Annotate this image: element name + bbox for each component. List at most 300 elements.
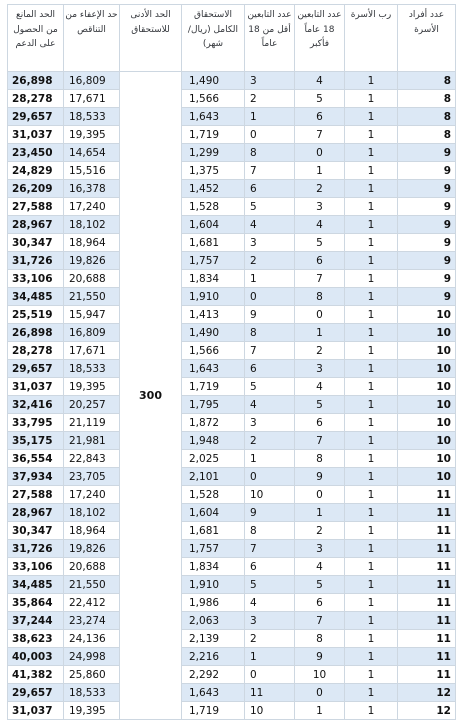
- header-max-income: الحد المانع من الحصول على الدعم: [8, 5, 64, 72]
- cell-family-members: 10: [398, 306, 456, 324]
- cell-adult-dependents: 1: [295, 504, 345, 522]
- cell-max-income: 29,657: [8, 360, 64, 378]
- cell-max-income: 31,037: [8, 126, 64, 144]
- cell-full-entitlement: 1,528: [182, 486, 245, 504]
- cell-full-entitlement: 1,566: [182, 342, 245, 360]
- cell-exemption-limit: 18,964: [64, 234, 120, 252]
- cell-exemption-limit: 21,550: [64, 576, 120, 594]
- table-row: [8, 252, 456, 270]
- cell-minor-dependents: 7: [245, 162, 295, 180]
- cell-minor-dependents: 2: [245, 432, 295, 450]
- cell-head-of-family: 1: [345, 216, 398, 234]
- cell-family-members: 11: [398, 576, 456, 594]
- cell-adult-dependents: 6: [295, 108, 345, 126]
- cell-family-members: 11: [398, 486, 456, 504]
- cell-full-entitlement: 1,528: [182, 198, 245, 216]
- table-row: [8, 126, 456, 144]
- cell-exemption-limit: 25,860: [64, 666, 120, 684]
- cell-full-entitlement: 1,413: [182, 306, 245, 324]
- cell-head-of-family: 1: [345, 378, 398, 396]
- table-row: [8, 162, 456, 180]
- cell-adult-dependents: 6: [295, 252, 345, 270]
- cell-head-of-family: 1: [345, 126, 398, 144]
- cell-exemption-limit: 24,136: [64, 630, 120, 648]
- table-row: [8, 108, 456, 126]
- cell-head-of-family: 1: [345, 144, 398, 162]
- cell-head-of-family: 1: [345, 594, 398, 612]
- cell-exemption-limit: 22,412: [64, 594, 120, 612]
- cell-adult-dependents: 2: [295, 180, 345, 198]
- cell-head-of-family: 1: [345, 612, 398, 630]
- cell-adult-dependents: 5: [295, 576, 345, 594]
- cell-head-of-family: 1: [345, 450, 398, 468]
- cell-family-members: 10: [398, 468, 456, 486]
- cell-head-of-family: 1: [345, 486, 398, 504]
- cell-family-members: 10: [398, 432, 456, 450]
- cell-family-members: 10: [398, 378, 456, 396]
- cell-full-entitlement: 1,795: [182, 396, 245, 414]
- cell-family-members: 11: [398, 558, 456, 576]
- cell-exemption-limit: 21,119: [64, 414, 120, 432]
- table-row: [8, 270, 456, 288]
- cell-max-income: 28,278: [8, 342, 64, 360]
- cell-minor-dependents: 10: [245, 486, 295, 504]
- cell-max-income: 33,106: [8, 558, 64, 576]
- cell-head-of-family: 1: [345, 90, 398, 108]
- cell-full-entitlement: 1,452: [182, 180, 245, 198]
- cell-exemption-limit: 19,826: [64, 252, 120, 270]
- cell-minor-dependents: 2: [245, 630, 295, 648]
- cell-adult-dependents: 9: [295, 648, 345, 666]
- cell-max-income: 41,382: [8, 666, 64, 684]
- cell-exemption-limit: 19,826: [64, 540, 120, 558]
- cell-minor-dependents: 1: [245, 270, 295, 288]
- table-row: [8, 306, 456, 324]
- cell-max-income: 28,967: [8, 216, 64, 234]
- cell-head-of-family: 1: [345, 630, 398, 648]
- cell-family-members: 11: [398, 540, 456, 558]
- cell-family-members: 10: [398, 324, 456, 342]
- cell-full-entitlement: 1,643: [182, 108, 245, 126]
- cell-head-of-family: 1: [345, 666, 398, 684]
- cell-exemption-limit: 18,533: [64, 684, 120, 702]
- cell-minor-dependents: 6: [245, 360, 295, 378]
- table-row: [8, 576, 456, 594]
- cell-head-of-family: 1: [345, 504, 398, 522]
- cell-adult-dependents: 6: [295, 594, 345, 612]
- table-row: [8, 612, 456, 630]
- cell-minor-dependents: 4: [245, 396, 295, 414]
- cell-adult-dependents: 2: [295, 342, 345, 360]
- cell-exemption-limit: 18,533: [64, 360, 120, 378]
- cell-exemption-limit: 18,533: [64, 108, 120, 126]
- cell-exemption-limit: 16,809: [64, 72, 120, 90]
- cell-adult-dependents: 5: [295, 234, 345, 252]
- table-row: [8, 144, 456, 162]
- cell-family-members: 12: [398, 684, 456, 702]
- cell-family-members: 9: [398, 252, 456, 270]
- cell-max-income: 32,416: [8, 396, 64, 414]
- cell-minor-dependents: 11: [245, 684, 295, 702]
- cell-head-of-family: 1: [345, 396, 398, 414]
- cell-adult-dependents: 0: [295, 144, 345, 162]
- cell-full-entitlement: 1,375: [182, 162, 245, 180]
- cell-full-entitlement: 1,986: [182, 594, 245, 612]
- cell-head-of-family: 1: [345, 270, 398, 288]
- cell-minor-dependents: 10: [245, 702, 295, 720]
- cell-family-members: 11: [398, 504, 456, 522]
- header-row: [8, 5, 456, 72]
- cell-max-income: 33,106: [8, 270, 64, 288]
- cell-minor-dependents: 0: [245, 468, 295, 486]
- table-row: [8, 342, 456, 360]
- cell-exemption-limit: 16,378: [64, 180, 120, 198]
- cell-exemption-limit: 17,240: [64, 486, 120, 504]
- cell-head-of-family: 1: [345, 522, 398, 540]
- cell-max-income: 30,347: [8, 522, 64, 540]
- cell-minor-dependents: 6: [245, 558, 295, 576]
- cell-family-members: 9: [398, 234, 456, 252]
- cell-family-members: 9: [398, 216, 456, 234]
- cell-max-income: 26,209: [8, 180, 64, 198]
- cell-head-of-family: 1: [345, 558, 398, 576]
- cell-family-members: 11: [398, 648, 456, 666]
- cell-adult-dependents: 0: [295, 306, 345, 324]
- cell-full-entitlement: 1,910: [182, 576, 245, 594]
- cell-minor-dependents: 8: [245, 522, 295, 540]
- cell-adult-dependents: 4: [295, 558, 345, 576]
- cell-full-entitlement: 1,719: [182, 378, 245, 396]
- cell-max-income: 27,588: [8, 486, 64, 504]
- cell-family-members: 11: [398, 612, 456, 630]
- cell-adult-dependents: 5: [295, 396, 345, 414]
- cell-exemption-limit: 17,240: [64, 198, 120, 216]
- cell-exemption-limit: 18,102: [64, 216, 120, 234]
- cell-family-members: 10: [398, 450, 456, 468]
- cell-exemption-limit: 18,964: [64, 522, 120, 540]
- cell-max-income: 27,588: [8, 198, 64, 216]
- cell-max-income: 31,037: [8, 702, 64, 720]
- cell-full-entitlement: 1,681: [182, 522, 245, 540]
- cell-family-members: 9: [398, 198, 456, 216]
- cell-family-members: 9: [398, 270, 456, 288]
- cell-exemption-limit: 19,395: [64, 126, 120, 144]
- cell-minor-dependents: 8: [245, 144, 295, 162]
- cell-full-entitlement: 1,719: [182, 702, 245, 720]
- cell-max-income: 31,726: [8, 540, 64, 558]
- table-row: [8, 414, 456, 432]
- cell-minor-dependents: 1: [245, 648, 295, 666]
- cell-full-entitlement: 1,604: [182, 504, 245, 522]
- cell-max-income: 36,554: [8, 450, 64, 468]
- cell-family-members: 11: [398, 630, 456, 648]
- cell-adult-dependents: 8: [295, 288, 345, 306]
- cell-exemption-limit: 17,671: [64, 90, 120, 108]
- cell-family-members: 8: [398, 126, 456, 144]
- cell-head-of-family: 1: [345, 702, 398, 720]
- table-row: [8, 504, 456, 522]
- table-row: [8, 216, 456, 234]
- cell-exemption-limit: 21,981: [64, 432, 120, 450]
- cell-max-income: 24,829: [8, 162, 64, 180]
- cell-head-of-family: 1: [345, 540, 398, 558]
- header-head-of-family: رب الأسرة: [345, 5, 398, 72]
- cell-full-entitlement: 1,757: [182, 252, 245, 270]
- cell-max-income: 28,278: [8, 90, 64, 108]
- cell-max-income: 29,657: [8, 108, 64, 126]
- cell-max-income: 28,967: [8, 504, 64, 522]
- cell-full-entitlement: 1,872: [182, 414, 245, 432]
- cell-head-of-family: 1: [345, 324, 398, 342]
- cell-full-entitlement: 1,490: [182, 324, 245, 342]
- cell-adult-dependents: 10: [295, 666, 345, 684]
- cell-head-of-family: 1: [345, 432, 398, 450]
- table-row: [8, 702, 456, 720]
- cell-minor-dependents: 2: [245, 90, 295, 108]
- cell-exemption-limit: 15,947: [64, 306, 120, 324]
- cell-full-entitlement: 1,643: [182, 360, 245, 378]
- cell-adult-dependents: 3: [295, 540, 345, 558]
- cell-full-entitlement: 2,216: [182, 648, 245, 666]
- cell-adult-dependents: 8: [295, 630, 345, 648]
- cell-minor-dependents: 4: [245, 216, 295, 234]
- table-row: [8, 558, 456, 576]
- cell-full-entitlement: 1,681: [182, 234, 245, 252]
- table-row: [8, 630, 456, 648]
- cell-adult-dependents: 9: [295, 468, 345, 486]
- cell-adult-dependents: 1: [295, 702, 345, 720]
- table-row: [8, 450, 456, 468]
- cell-max-income: 26,898: [8, 72, 64, 90]
- cell-minor-dependents: 5: [245, 198, 295, 216]
- header-minor-dependents: عدد التابعين أقل من 18 عاماً: [245, 5, 295, 72]
- cell-head-of-family: 1: [345, 234, 398, 252]
- cell-adult-dependents: 3: [295, 198, 345, 216]
- cell-family-members: 10: [398, 360, 456, 378]
- cell-full-entitlement: 1,910: [182, 288, 245, 306]
- cell-exemption-limit: 19,395: [64, 702, 120, 720]
- table-row: [8, 486, 456, 504]
- cell-adult-dependents: 2: [295, 522, 345, 540]
- cell-adult-dependents: 5: [295, 90, 345, 108]
- cell-head-of-family: 1: [345, 180, 398, 198]
- cell-adult-dependents: 7: [295, 612, 345, 630]
- cell-minor-dependents: 3: [245, 234, 295, 252]
- cell-minor-dependents: 0: [245, 288, 295, 306]
- cell-minor-dependents: 3: [245, 72, 295, 90]
- table-row: [8, 396, 456, 414]
- cell-family-members: 9: [398, 180, 456, 198]
- table-row: [8, 90, 456, 108]
- support-table: [7, 4, 456, 720]
- cell-max-income: 40,003: [8, 648, 64, 666]
- cell-family-members: 9: [398, 162, 456, 180]
- support-table-container: [7, 4, 455, 720]
- cell-minor-dependents: 9: [245, 306, 295, 324]
- cell-minor-dependents: 9: [245, 504, 295, 522]
- cell-full-entitlement: 1,566: [182, 90, 245, 108]
- cell-family-members: 8: [398, 108, 456, 126]
- table-row: [8, 198, 456, 216]
- cell-max-income: 25,519: [8, 306, 64, 324]
- cell-adult-dependents: 4: [295, 378, 345, 396]
- cell-exemption-limit: 20,688: [64, 558, 120, 576]
- cell-family-members: 11: [398, 666, 456, 684]
- cell-max-income: 29,657: [8, 684, 64, 702]
- cell-full-entitlement: 2,025: [182, 450, 245, 468]
- cell-exemption-limit: 23,274: [64, 612, 120, 630]
- cell-family-members: 12: [398, 702, 456, 720]
- cell-full-entitlement: 1,299: [182, 144, 245, 162]
- cell-family-members: 10: [398, 414, 456, 432]
- cell-minor-dependents: 5: [245, 378, 295, 396]
- table-row: [8, 180, 456, 198]
- cell-family-members: 9: [398, 144, 456, 162]
- cell-max-income: 37,934: [8, 468, 64, 486]
- cell-minor-dependents: 0: [245, 126, 295, 144]
- cell-exemption-limit: 20,257: [64, 396, 120, 414]
- cell-max-income: 34,485: [8, 288, 64, 306]
- cell-head-of-family: 1: [345, 108, 398, 126]
- table-row: [8, 648, 456, 666]
- cell-exemption-limit: 23,705: [64, 468, 120, 486]
- cell-family-members: 9: [398, 288, 456, 306]
- cell-minor-dependents: 8: [245, 324, 295, 342]
- cell-family-members: 8: [398, 90, 456, 108]
- cell-full-entitlement: 2,292: [182, 666, 245, 684]
- cell-exemption-limit: 19,395: [64, 378, 120, 396]
- cell-adult-dependents: 0: [295, 684, 345, 702]
- table-row: [8, 432, 456, 450]
- cell-minor-dependents: 1: [245, 450, 295, 468]
- cell-adult-dependents: 0: [295, 486, 345, 504]
- cell-exemption-limit: 20,688: [64, 270, 120, 288]
- cell-full-entitlement: 1,757: [182, 540, 245, 558]
- table-row: [8, 540, 456, 558]
- cell-minor-dependents: 2: [245, 252, 295, 270]
- cell-head-of-family: 1: [345, 198, 398, 216]
- cell-max-income: 35,864: [8, 594, 64, 612]
- table-row: [8, 72, 456, 90]
- cell-adult-dependents: 4: [295, 216, 345, 234]
- cell-head-of-family: 1: [345, 306, 398, 324]
- cell-max-income: 23,450: [8, 144, 64, 162]
- cell-full-entitlement: 1,948: [182, 432, 245, 450]
- cell-exemption-limit: 24,998: [64, 648, 120, 666]
- cell-minor-dependents: 0: [245, 666, 295, 684]
- cell-adult-dependents: 7: [295, 270, 345, 288]
- cell-exemption-limit: 17,671: [64, 342, 120, 360]
- cell-family-members: 10: [398, 396, 456, 414]
- cell-full-entitlement: 1,834: [182, 558, 245, 576]
- cell-full-entitlement: 1,834: [182, 270, 245, 288]
- cell-exemption-limit: 14,654: [64, 144, 120, 162]
- header-exemption-limit: حد الإعفاء من التناقص: [64, 5, 120, 72]
- cell-head-of-family: 1: [345, 468, 398, 486]
- header-minimum-entitlement: الحد الأدنى للاستحقاق: [120, 5, 182, 72]
- cell-head-of-family: 1: [345, 342, 398, 360]
- cell-family-members: 10: [398, 342, 456, 360]
- cell-full-entitlement: 1,643: [182, 684, 245, 702]
- cell-minor-dependents: 7: [245, 540, 295, 558]
- table-row: [8, 378, 456, 396]
- table-row: [8, 324, 456, 342]
- cell-minor-dependents: 5: [245, 576, 295, 594]
- cell-head-of-family: 1: [345, 72, 398, 90]
- cell-minor-dependents: 4: [245, 594, 295, 612]
- cell-head-of-family: 1: [345, 288, 398, 306]
- table-row: [8, 594, 456, 612]
- cell-minor-dependents: 6: [245, 180, 295, 198]
- cell-full-entitlement: 2,139: [182, 630, 245, 648]
- cell-family-members: 8: [398, 72, 456, 90]
- cell-max-income: 31,726: [8, 252, 64, 270]
- cell-full-entitlement: 1,604: [182, 216, 245, 234]
- cell-max-income: 31,037: [8, 378, 64, 396]
- table-row: [8, 666, 456, 684]
- table-row: [8, 684, 456, 702]
- cell-family-members: 11: [398, 594, 456, 612]
- table-body: [8, 72, 456, 720]
- cell-max-income: 34,485: [8, 576, 64, 594]
- cell-max-income: 38,623: [8, 630, 64, 648]
- header-family-members: عدد أفراد الأسرة: [398, 5, 456, 72]
- cell-head-of-family: 1: [345, 648, 398, 666]
- cell-head-of-family: 1: [345, 684, 398, 702]
- table-row: [8, 288, 456, 306]
- cell-minor-dependents: 1: [245, 108, 295, 126]
- cell-adult-dependents: 8: [295, 450, 345, 468]
- cell-exemption-limit: 18,102: [64, 504, 120, 522]
- cell-family-members: 11: [398, 522, 456, 540]
- cell-adult-dependents: 1: [295, 162, 345, 180]
- cell-exemption-limit: 15,516: [64, 162, 120, 180]
- table-row: [8, 234, 456, 252]
- table-row: [8, 468, 456, 486]
- cell-full-entitlement: 2,101: [182, 468, 245, 486]
- cell-max-income: 35,175: [8, 432, 64, 450]
- cell-exemption-limit: 16,809: [64, 324, 120, 342]
- cell-head-of-family: 1: [345, 576, 398, 594]
- cell-max-income: 37,244: [8, 612, 64, 630]
- cell-minimum-entitlement: 300: [120, 72, 182, 720]
- cell-full-entitlement: 2,063: [182, 612, 245, 630]
- cell-full-entitlement: 1,490: [182, 72, 245, 90]
- cell-head-of-family: 1: [345, 162, 398, 180]
- cell-adult-dependents: 4: [295, 72, 345, 90]
- cell-minor-dependents: 3: [245, 612, 295, 630]
- cell-adult-dependents: 7: [295, 432, 345, 450]
- cell-adult-dependents: 3: [295, 360, 345, 378]
- cell-minor-dependents: 3: [245, 414, 295, 432]
- cell-exemption-limit: 22,843: [64, 450, 120, 468]
- table-row: [8, 522, 456, 540]
- cell-adult-dependents: 6: [295, 414, 345, 432]
- header-full-entitlement: الاستحقاق الكامل (ريال/شهر): [182, 5, 245, 72]
- cell-head-of-family: 1: [345, 360, 398, 378]
- cell-head-of-family: 1: [345, 252, 398, 270]
- cell-head-of-family: 1: [345, 414, 398, 432]
- cell-full-entitlement: 1,719: [182, 126, 245, 144]
- cell-max-income: 30,347: [8, 234, 64, 252]
- cell-adult-dependents: 7: [295, 126, 345, 144]
- cell-adult-dependents: 1: [295, 324, 345, 342]
- table-row: [8, 360, 456, 378]
- cell-exemption-limit: 21,550: [64, 288, 120, 306]
- cell-max-income: 33,795: [8, 414, 64, 432]
- cell-max-income: 26,898: [8, 324, 64, 342]
- cell-minor-dependents: 7: [245, 342, 295, 360]
